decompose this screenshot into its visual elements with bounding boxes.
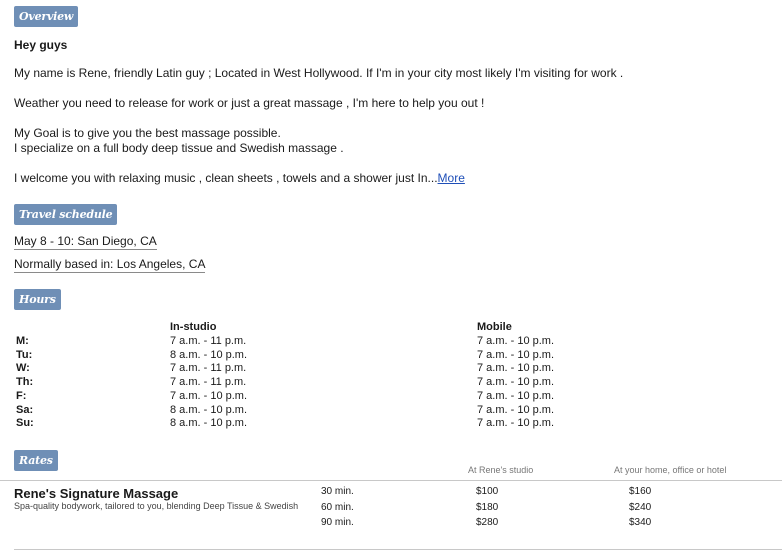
rates-bottom-divider: [14, 549, 782, 550]
hours-studio-value: 8 a.m. - 10 p.m.: [170, 403, 248, 416]
bio-paragraph-3-line-2: I specialize on a full body deep tissue and Swedish massage .: [14, 141, 344, 155]
hours-studio-value: 7 a.m. - 11 p.m.: [170, 335, 247, 347]
rate-studio-price: $100: [476, 486, 499, 497]
rate-duration: 30 min.: [321, 486, 354, 497]
hours-mobile-value: 7 a.m. - 10 p.m.: [477, 417, 555, 430]
service-name: Rene's Signature Massage: [14, 486, 179, 501]
hours-mobile-value: 7 a.m. - 10 p.m.: [477, 376, 555, 389]
hours-studio-value: 7 a.m. - 11 p.m.: [170, 376, 247, 389]
hours-mobile-value: 7 a.m. - 10 p.m.: [477, 335, 555, 347]
hours-day-label: F:: [16, 389, 27, 402]
travel-schedule-badge: Travel schedule: [14, 204, 117, 225]
hours-col-mobile: Mobile: [477, 321, 512, 333]
based-in-text: [14, 257, 205, 273]
hours-day-label: W:: [16, 362, 30, 375]
hours-mobile-value: 7 a.m. - 10 p.m.: [477, 348, 555, 361]
hours-studio-value: 7 a.m. - 10 p.m.: [170, 389, 248, 402]
based-in-label: Normally based in:: [14, 257, 114, 271]
based-in-value: Los Angeles, CA: [116, 257, 206, 271]
hours-col-studio: In-studio: [170, 321, 217, 333]
rate-duration: 90 min.: [321, 517, 354, 528]
hours-day-label: Su:: [16, 417, 34, 430]
hours-day-label: Th:: [16, 376, 34, 389]
hours-mobile-value: 7 a.m. - 10 p.m.: [477, 389, 555, 402]
rates-col-studio: At Rene's studio: [468, 465, 534, 475]
based-in: [14, 257, 205, 272]
overview-badge: Overview: [14, 6, 78, 27]
bio-paragraph-1: My name is Rene, friendly Latin guy ; Located in West Hollywood. If I'm in your city most likely I'm visiting for work .: [14, 66, 624, 80]
rates-col-home: At your home, office or hotel: [614, 465, 727, 475]
hours-badge: Hours: [14, 289, 61, 310]
rate-studio-price: $280: [476, 517, 499, 528]
greeting-heading: Hey guys: [14, 38, 68, 52]
rate-studio-price: $180: [476, 501, 499, 513]
hours-studio-value: 8 a.m. - 10 p.m.: [170, 348, 248, 361]
hours-day-label: M:: [16, 335, 29, 347]
bio-paragraph-3-line-1: My Goal is to give you the best massage possible.: [14, 126, 281, 140]
travel-entry-text: May 8 - 10: San Diego, CA: [14, 234, 157, 248]
rate-home-price: $240: [629, 501, 652, 513]
hours-mobile-value: 7 a.m. - 10 p.m.: [477, 362, 555, 375]
rate-duration: 60 min.: [321, 501, 354, 513]
hours-mobile-value: 7 a.m. - 10 p.m.: [477, 403, 555, 416]
rates-badge: Rates: [14, 450, 58, 471]
rates-top-divider: [0, 480, 782, 481]
bio-paragraph-2: Weather you need to release for work or just a great massage , I'm here to help you out !: [14, 96, 485, 110]
service-description: Spa-quality bodywork, tailored to you, blending Deep Tissue & Swedish: [14, 501, 299, 511]
travel-entry: [14, 234, 157, 249]
bio-paragraph-4: [14, 171, 465, 186]
rate-home-price: $340: [629, 517, 652, 528]
hours-studio-value: 8 a.m. - 10 p.m.: [170, 417, 248, 430]
rate-home-price: $160: [629, 486, 652, 497]
hours-day-label: Sa:: [16, 403, 34, 416]
bio-truncated-text: I welcome you with relaxing music , clean sheets , towels and a shower just In...: [14, 171, 438, 185]
hours-studio-value: 7 a.m. - 11 p.m.: [170, 362, 247, 375]
more-link[interactable]: More: [437, 171, 465, 185]
hours-day-label: Tu:: [16, 348, 33, 361]
